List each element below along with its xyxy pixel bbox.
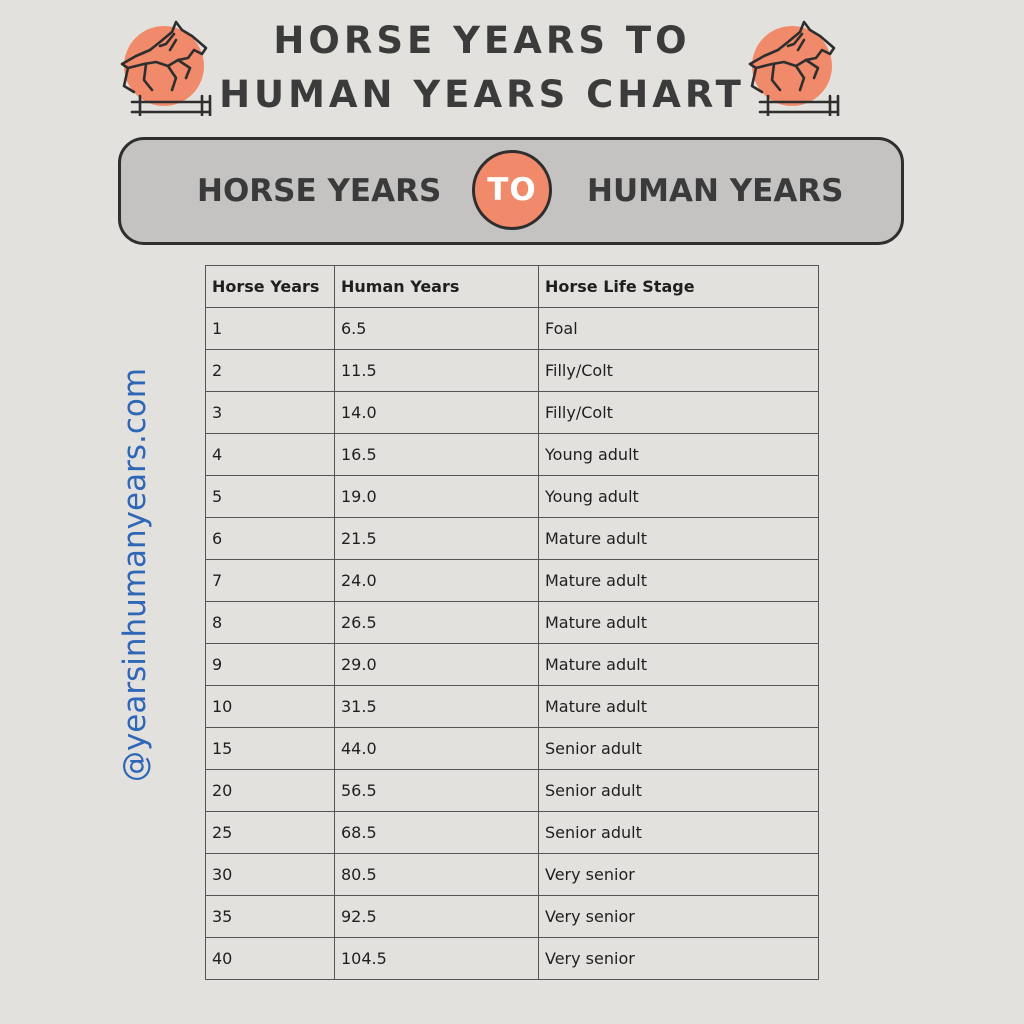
table-cell: Senior adult	[539, 812, 819, 854]
table-cell: 6.5	[335, 308, 539, 350]
table-row	[206, 896, 819, 938]
table-row	[206, 476, 819, 518]
table-cell: 80.5	[335, 854, 539, 896]
table-cell: Very senior	[539, 896, 819, 938]
table-cell: 7	[206, 560, 335, 602]
table-cell: 3	[206, 392, 335, 434]
table-cell: Foal	[539, 308, 819, 350]
table-cell: 9	[206, 644, 335, 686]
table-cell: Filly/Colt	[539, 350, 819, 392]
table-cell: 15	[206, 728, 335, 770]
table-row	[206, 434, 819, 476]
table-row	[206, 602, 819, 644]
title-line-1: HORSE YEARS TO	[273, 19, 691, 62]
table-row	[206, 644, 819, 686]
age-conversion-table	[205, 265, 819, 980]
table-cell: 24.0	[335, 560, 539, 602]
banner-human-years: HUMAN YEARS	[587, 173, 844, 209]
title-line-2: HUMAN YEARS CHART	[219, 73, 745, 116]
jumping-horse-icon	[116, 16, 216, 116]
table-cell: 1	[206, 308, 335, 350]
column-header: Horse Life Stage	[539, 266, 819, 308]
table-cell: Young adult	[539, 434, 819, 476]
table-cell: Mature adult	[539, 518, 819, 560]
table-cell: 6	[206, 518, 335, 560]
table-cell: Senior adult	[539, 728, 819, 770]
website-handle: @yearsinhumanyears.com	[117, 367, 153, 783]
table-cell: Mature adult	[539, 686, 819, 728]
table-cell: Mature adult	[539, 644, 819, 686]
table-row	[206, 686, 819, 728]
table-cell: 26.5	[335, 602, 539, 644]
table-cell: 29.0	[335, 644, 539, 686]
to-badge: TO	[472, 150, 552, 230]
table-cell: 44.0	[335, 728, 539, 770]
table-cell: Filly/Colt	[539, 392, 819, 434]
table-cell: 4	[206, 434, 335, 476]
table-row	[206, 728, 819, 770]
table-row	[206, 308, 819, 350]
table-cell: 16.5	[335, 434, 539, 476]
table-cell: 92.5	[335, 896, 539, 938]
table-cell: Very senior	[539, 938, 819, 980]
column-header: Horse Years	[206, 266, 335, 308]
table-cell: 11.5	[335, 350, 539, 392]
banner-horse-years: HORSE YEARS	[197, 173, 442, 209]
table-header-row	[206, 266, 819, 308]
table-cell: 5	[206, 476, 335, 518]
page-title	[200, 14, 764, 122]
conversion-banner	[118, 137, 904, 245]
table-cell: Senior adult	[539, 770, 819, 812]
table-row	[206, 392, 819, 434]
table-row	[206, 812, 819, 854]
table-row	[206, 350, 819, 392]
table-cell: Mature adult	[539, 602, 819, 644]
table-cell: 56.5	[335, 770, 539, 812]
column-header: Human Years	[335, 266, 539, 308]
table-row	[206, 854, 819, 896]
table-row	[206, 770, 819, 812]
table-row	[206, 560, 819, 602]
table-cell: 30	[206, 854, 335, 896]
jumping-horse-icon	[744, 16, 844, 116]
table-cell: 21.5	[335, 518, 539, 560]
table-cell: Young adult	[539, 476, 819, 518]
table-cell: 25	[206, 812, 335, 854]
table-cell: 40	[206, 938, 335, 980]
table-cell: Mature adult	[539, 560, 819, 602]
table-cell: Very senior	[539, 854, 819, 896]
table-cell: 35	[206, 896, 335, 938]
table-cell: 19.0	[335, 476, 539, 518]
table-cell: 31.5	[335, 686, 539, 728]
table-row	[206, 518, 819, 560]
table-cell: 104.5	[335, 938, 539, 980]
table-cell: 2	[206, 350, 335, 392]
table-cell: 8	[206, 602, 335, 644]
table-cell: 20	[206, 770, 335, 812]
table-cell: 10	[206, 686, 335, 728]
table-row	[206, 938, 819, 980]
table-cell: 68.5	[335, 812, 539, 854]
table-cell: 14.0	[335, 392, 539, 434]
